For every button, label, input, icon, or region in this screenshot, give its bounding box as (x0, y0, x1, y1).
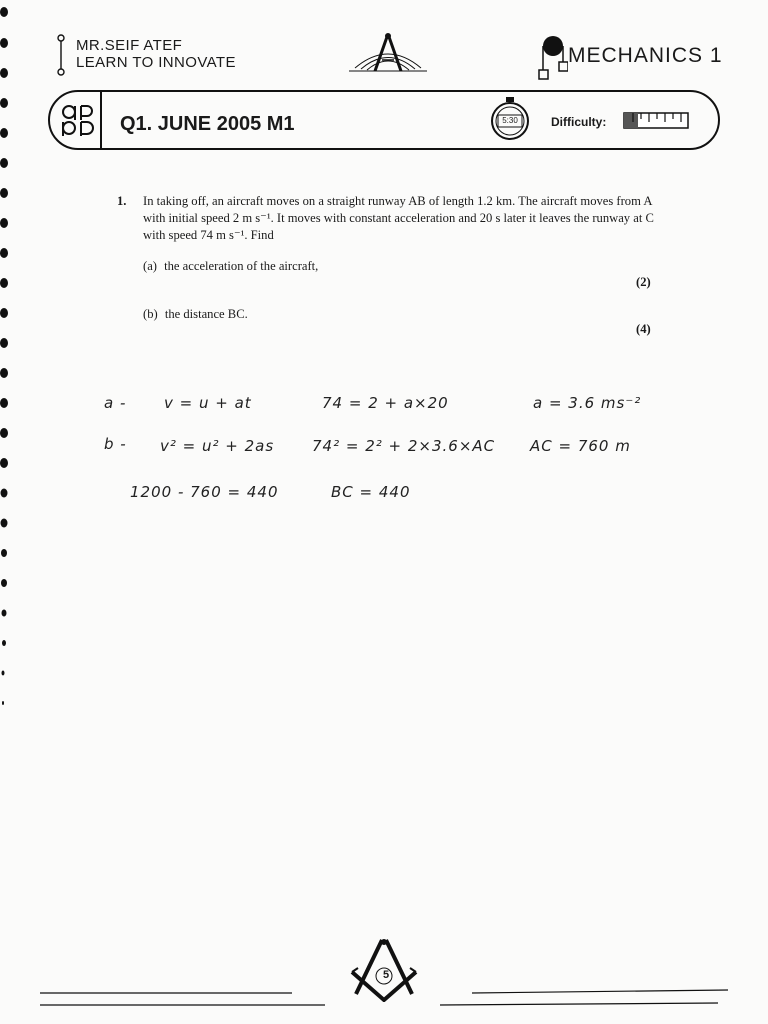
part-b-text: the distance BC. (164, 307, 248, 321)
question-number: 1. (117, 194, 127, 208)
brand-text (76, 37, 236, 71)
working-a-label: a - (104, 394, 127, 412)
part-a-label: (a) (143, 259, 157, 273)
compass-logo-icon (345, 30, 431, 76)
working-subtraction: 1200 - 760 = 440 (130, 483, 279, 501)
subject-title: MECHANICS 1 (568, 44, 723, 67)
brand-slogan: LEARN TO INNOVATE (76, 54, 236, 71)
timer-readout: 5:30 (502, 116, 518, 125)
working-b-answer: AC = 760 m (530, 437, 631, 455)
part-b (143, 307, 248, 322)
working-final-answer: BC = 440 (331, 483, 411, 501)
question-title: Q1. JUNE 2005 M1 (120, 113, 295, 135)
working-b-formula: v² = u² + 2as (160, 437, 275, 455)
page-number: 5 (382, 969, 390, 981)
part-b-marks: (4) (636, 322, 651, 336)
difficulty-ruler-icon (623, 112, 689, 129)
difficulty-label: Difficulty: (551, 115, 607, 129)
pulley-icon (536, 32, 568, 82)
working-b-substitution: 74² = 2² + 2×3.6×AC (312, 437, 496, 455)
working-a-substitution: 74 = 2 + a×20 (322, 394, 449, 412)
bracket-icon (56, 34, 66, 76)
part-a-text: the acceleration of the aircraft, (164, 259, 319, 273)
working-a-formula: v = u + at (164, 394, 252, 412)
qp-logo-icon (60, 103, 96, 137)
working-b-label: b - (104, 435, 127, 453)
binding-holes (0, 0, 14, 1024)
banner-divider (100, 90, 102, 150)
part-a-marks: (2) (636, 275, 651, 289)
brand-name: MR.SEIF ATEF (76, 37, 183, 54)
stopwatch-icon (489, 96, 531, 142)
question-stem: In taking off, an aircraft moves on a straight runway AB of length 1.2 km. The aircraft moves from A with initial speed 2 m s⁻¹. It moves with constant acceleration and 20 s later it leaves the runway at C with speed 74 m s⁻¹. Find (143, 194, 654, 242)
working-a-answer: a = 3.6 ms⁻² (533, 394, 642, 412)
part-b-label: (b) (143, 307, 158, 321)
part-a (143, 259, 318, 274)
